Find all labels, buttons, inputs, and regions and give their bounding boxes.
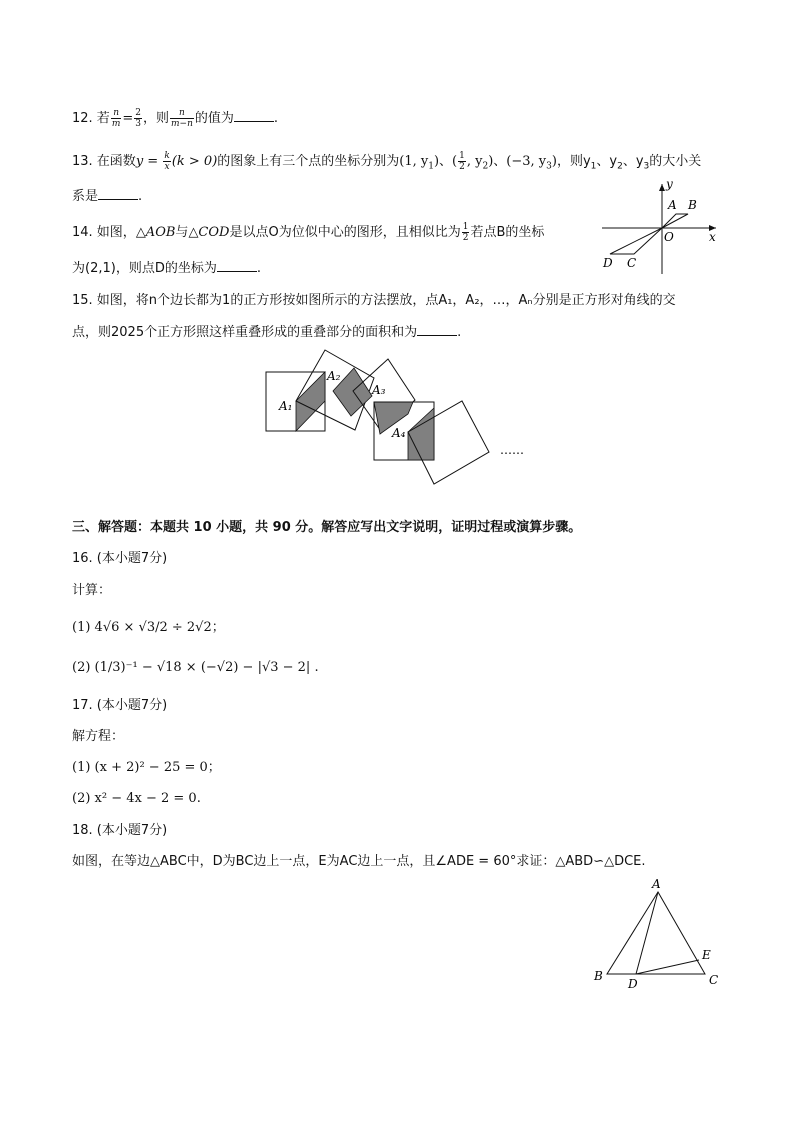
label-b: B [594,969,603,983]
question-13-line-1: 13. 在函数y = $\frac{k}{x}$ (k > 0)的图象上有三个点的坐标分别为(1, $y_1$)、( $\frac{1}{2}$ , $y_2$)、(−3, $y_3$)，则$y_1$、$y_2$、$y_3$的大小关 [72,151,702,172]
q14-coordinate-figure [596,178,726,276]
triangle-cod [610,228,662,254]
fraction-1-over-2: $\frac{1}{2}$ [459,151,465,172]
answer-blank [98,187,138,200]
label-a: A [668,198,677,212]
question-18-title: 18. (本小题7分) [72,823,168,838]
fraction-1-over-2: $\frac{1}{2}$ [462,222,469,243]
label-a3: A₃ [372,383,386,397]
question-16-title: 16. (本小题7分) [72,551,168,566]
question-16-part-2: (2) (1/3)⁻¹ − √18 × (−√2) − |√3 − 2| . [72,660,319,675]
fraction-k-over-x: $\frac{k}{x}$ [164,151,170,172]
question-13-line-2: 系是 . [72,189,143,204]
label-c: C [709,973,719,987]
question-18-text: 如图，在等边△ABC中，D为BC边上一点，E为AC边上一点，且∠ADE = 60°求证：△ABD∽△DCE. [72,854,646,869]
label-d: D [628,977,638,991]
label-c: C [627,256,637,270]
label-e: E [702,948,711,962]
question-15-line-1: 15. 如图，将n个边长都为1的正方形按如图所示的方法摆放，点A₁，A₂，…，Aₙ分别是正方形对角线的交 [72,293,676,308]
q18-triangle-figure [590,874,726,992]
label-y: y [666,178,673,191]
label-a2: A₂ [327,369,341,383]
label-x: x [709,230,716,244]
answer-blank [234,109,274,122]
q15-squares-figure [260,344,540,489]
label-d: D [603,256,613,270]
fraction-2-over-3: $\frac{2}{3}$ [135,108,141,129]
label-a: A [652,877,661,891]
segment-ad [636,892,658,974]
question-16-instruction: 计算： [72,583,112,598]
fraction-n-over-m: $\frac{n}{m}$ [111,108,121,129]
section-3-heading: 三、解答题：本题共 10 小题，共 90 分。解答应写出文字说明，证明过程或演算步骤。 [72,520,582,535]
label-ellipsis: …… [500,443,524,457]
label-a1: A₁ [279,399,293,413]
question-15-line-2: 点，则2025个正方形照这样重叠形成的重叠部分的面积和为 . [72,325,462,340]
question-17-part-1: (1) (x + 2)² − 25 = 0； [72,760,221,775]
question-16-part-1: (1) 4√6 × √3/2 ÷ 2√2； [72,620,225,635]
fraction-n-over-m-minus-n: $\frac{n}{m-n}$ [171,108,193,129]
question-14-line-2: 为(2,1)，则点D的坐标为 . [72,261,261,276]
question-17-part-2: (2) x² − 4x − 2 = 0. [72,791,201,806]
question-17-title: 17. (本小题7分) [72,698,168,713]
label-a4: A₄ [392,426,406,440]
overlap-4 [408,408,434,460]
label-b: B [688,198,697,212]
answer-blank [217,259,257,272]
question-14-line-1: 14. 如图，△AOB与△COD是以点O为位似中心的图形，且相似比为 $\frac{1}{2}$ 若点B的坐标 [72,222,545,243]
label-o: O [664,230,674,244]
answer-blank [417,323,457,336]
question-17-instruction: 解方程： [72,729,125,744]
triangle-aob [662,214,688,228]
overlap-1 [296,372,325,431]
question-12: 12. 若 $\frac{n}{m}$ = $\frac{2}{3}$ ，则 $\frac{n}{m-n}$ 的值为 . [72,108,279,129]
segment-de [636,960,699,974]
